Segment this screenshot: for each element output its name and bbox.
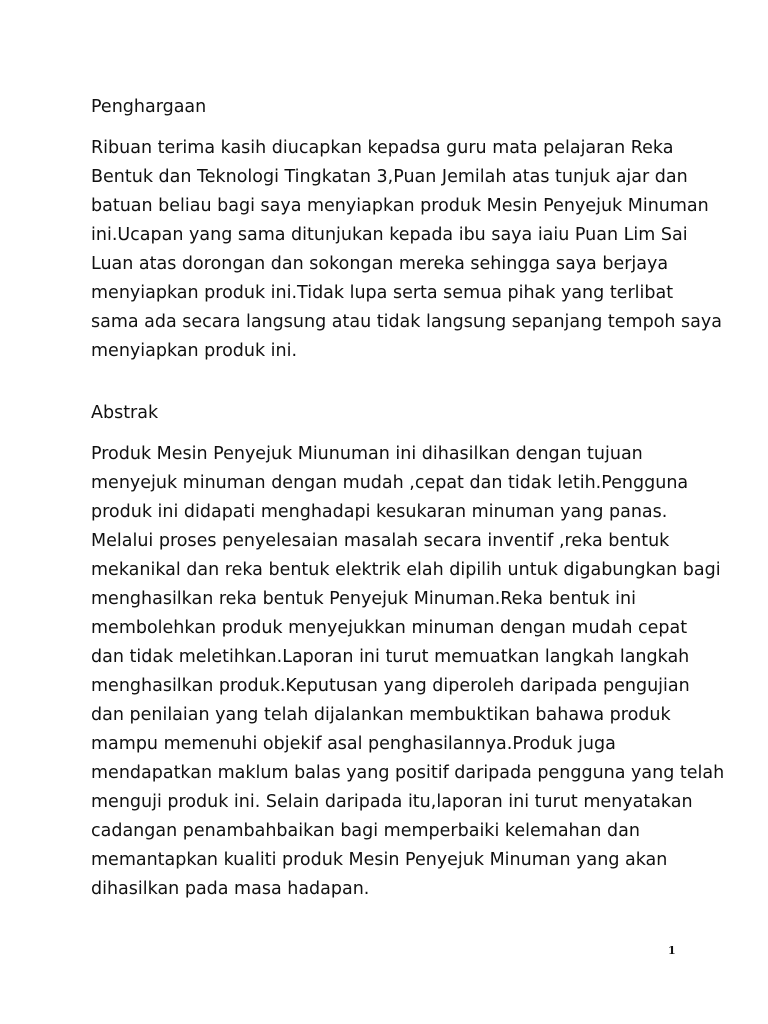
text-line: mekanikal dan reka bentuk elektrik elah dipilih untuk digabungkan bagi bbox=[91, 560, 721, 580]
heading-penghargaan: Penghargaan bbox=[91, 97, 207, 117]
text-line: ini.Ucapan yang sama ditunjukan kepada ibu saya iaiu Puan Lim Sai bbox=[91, 225, 688, 245]
text-line: menyiapkan produk ini.Tidak lupa serta semua pihak yang terlibat bbox=[91, 283, 674, 303]
text-line: Bentuk dan Teknologi Tingkatan 3,Puan Jemilah atas tunjuk ajar dan bbox=[91, 167, 688, 187]
text-line: membolehkan produk menyejukkan minuman dengan mudah cepat bbox=[91, 618, 688, 638]
text-line: batuan beliau bagi saya menyiapkan produk Mesin Penyejuk Minuman bbox=[91, 196, 709, 216]
heading-abstrak: Abstrak bbox=[91, 403, 159, 423]
text-line: dan penilaian yang telah dijalankan membuktikan bahawa produk bbox=[91, 705, 671, 725]
text-line: mendapatkan maklum balas yang positif daripada pengguna yang telah bbox=[91, 763, 725, 783]
text-line: menghasilkan reka bentuk Penyejuk Minuman.Reka bentuk ini bbox=[91, 589, 636, 609]
text-line: Melalui proses penyelesaian masalah secara inventif ,reka bentuk bbox=[91, 531, 670, 551]
text-line: memantapkan kualiti produk Mesin Penyejuk Minuman yang akan bbox=[91, 850, 668, 870]
text-line: menghasilkan produk.Keputusan yang diperoleh daripada pengujian bbox=[91, 676, 690, 696]
text-line: cadangan penambahbaikan bagi memperbaiki kelemahan dan bbox=[91, 821, 640, 841]
text-line: dihasilkan pada masa hadapan. bbox=[91, 879, 370, 899]
page-number: 1 bbox=[668, 944, 676, 957]
paragraph-penghargaan bbox=[91, 134, 731, 366]
paragraph-abstrak bbox=[91, 440, 731, 904]
text-line: menyejuk minuman dengan mudah ,cepat dan tidak letih.Pengguna bbox=[91, 473, 689, 493]
text-line: produk ini didapati menghadapi kesukaran minuman yang panas. bbox=[91, 502, 668, 522]
text-line: mampu memenuhi objekif asal penghasilannya.Produk juga bbox=[91, 734, 616, 754]
text-line: sama ada secara langsung atau tidak langsung sepanjang tempoh saya bbox=[91, 312, 722, 332]
text-line: menyiapkan produk ini. bbox=[91, 341, 298, 361]
text-line: Produk Mesin Penyejuk Miunuman ini dihasilkan dengan tujuan bbox=[91, 444, 643, 464]
text-line: dan tidak meletihkan.Laporan ini turut memuatkan langkah langkah bbox=[91, 647, 690, 667]
text-line: menguji produk ini. Selain daripada itu,laporan ini turut menyatakan bbox=[91, 792, 693, 812]
text-line: Luan atas dorongan dan sokongan mereka sehingga saya berjaya bbox=[91, 254, 669, 274]
text-line: Ribuan terima kasih diucapkan kepadsa guru mata pelajaran Reka bbox=[91, 138, 674, 158]
